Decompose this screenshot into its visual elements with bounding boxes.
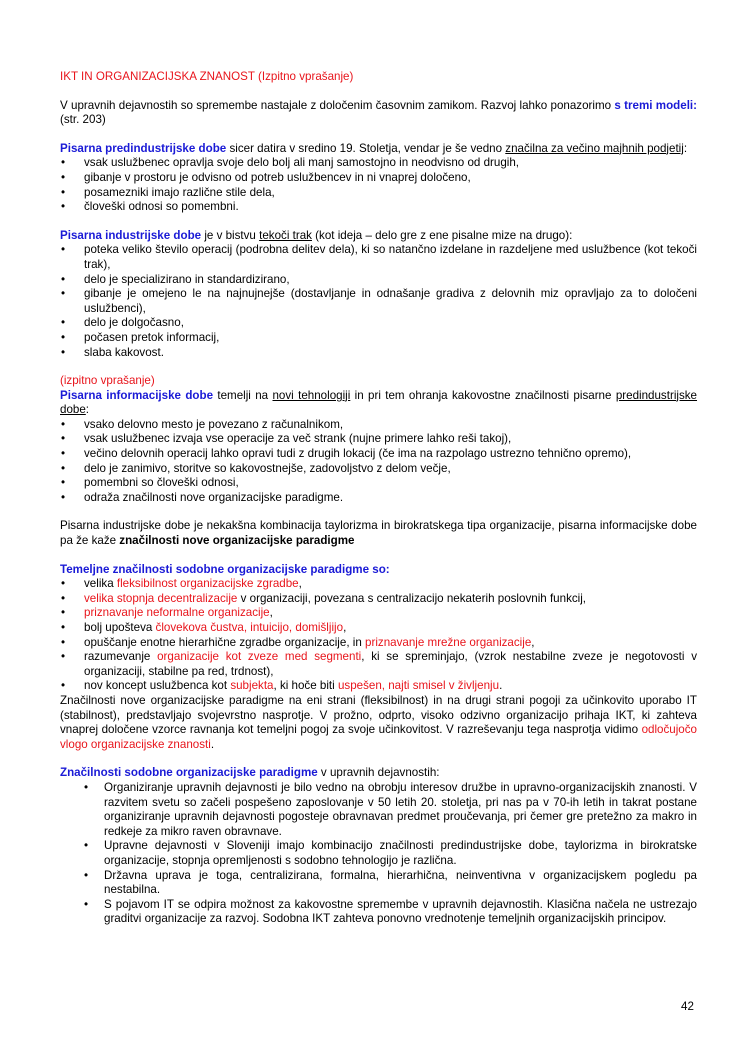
ind-lead	[60, 229, 697, 244]
info-text-2: in pri tem ohranja kakovostne značilnosti pisarne	[350, 388, 616, 402]
list-item: • gibanje v prostoru je odvisno od potreb uslužbencev in ni vnaprej določeno,	[60, 171, 697, 186]
document-title: IKT IN ORGANIZACIJSKA ZNANOST (Izpitno vprašanje)	[60, 70, 354, 83]
list-item: • Državna uprava je toga, centralizirana, formalna, hierarhična, neinventivna v organizacijskem pogledu pa nestabilna.	[60, 869, 697, 898]
item-text: .	[499, 679, 503, 693]
item-text: ,	[531, 635, 535, 649]
item-text: bolj upošteva	[84, 621, 156, 634]
info-underline-1: novi tehnologiji	[272, 388, 351, 402]
list-item: • S pojavom IT se odpira možnost za kakovostne spremembe v upravnih dejavnostih. Klasična načela ne ustrezajo graditvi organizacije za razvoj. Sodobna IKT zahteva ponovno vrednotenje temeljnih organizacijskih principov.	[60, 898, 697, 927]
section-sodobne	[60, 766, 697, 927]
highlight-text: uspešen, najti smisel v življenju	[337, 679, 500, 693]
list-item: • vsako delovno mesto je povezano z računalnikom,	[60, 418, 697, 433]
section-temeljne	[60, 563, 697, 753]
item-text: , ki hoče biti	[273, 679, 338, 693]
pred-lead	[60, 142, 697, 157]
list-item: • vsak uslužbenec opravlja svoje delo bolj ali manj samostojno in neodvisno od drugih,	[60, 156, 697, 171]
sodobne-lead	[60, 766, 697, 781]
info-lead	[60, 389, 697, 418]
info-heading: Pisarna informacijske dobe	[60, 388, 214, 402]
highlight-text: fleksibilnost organizacijske zgradbe	[116, 577, 299, 591]
ind-after: (kot ideja – delo gre z ene pisalne mize na drugo):	[311, 228, 573, 242]
sodobne-after: v upravnih dejavnostih:	[317, 766, 440, 780]
highlight-text: subjekta	[230, 679, 274, 693]
temelj-para-red: odločujočo vlogo organizacijske znanosti	[60, 723, 697, 751]
list-item: • delo je zanimivo, storitve so kakovostnejše, zadovoljstvo z delom večje,	[60, 462, 697, 477]
pred-underline: značilna za večino majhnih podjetij	[505, 141, 684, 155]
intro-paragraph	[60, 99, 697, 128]
list-item: • Upravne dejavnosti v Sloveniji imajo kombinacijo značilnosti predindustrijske dobe, taylorizma in birokratske organizacije, stopnja opremljenosti s sodobno tehnologijo je različna.	[60, 839, 697, 868]
highlight-text: priznavanje neformalne organizacije	[84, 606, 270, 620]
temelj-para-end: .	[210, 737, 215, 751]
pred-colon: :	[683, 141, 688, 155]
temelj-paragraph	[60, 694, 697, 752]
pred-text: sicer datira v sredino 19. Stoletja, vendar je še vedno	[226, 141, 506, 155]
list-item	[60, 650, 697, 679]
ind-list	[60, 243, 697, 360]
list-item: • vsak uslužbenec izvaja vse operacije za več strank (nujne primere lahko reši takoj),	[60, 432, 697, 447]
exam-note: (izpitno vprašanje)	[60, 374, 155, 388]
list-item: • poteka veliko število operacij (podrobna delitev dela), ki so natančno izdelane in razdeljene med uslužbence (kot tekoči trak),	[60, 243, 697, 272]
info-colon: :	[85, 403, 90, 417]
page-number: 42	[681, 1000, 694, 1013]
info-underline-2: predindustrijske dobe	[60, 388, 698, 417]
ind-heading: Pisarna industrijske dobe	[60, 228, 202, 242]
section-informacijska	[60, 374, 697, 505]
item-text: nov koncept uslužbenca kot	[84, 679, 231, 693]
item-text: ,	[343, 621, 347, 634]
list-item: • delo je specializirano in standardizirano,	[60, 273, 697, 288]
list-item: • Organiziranje upravnih dejavnosti je bilo vedno na obrobju interesov družbe in upravno-organizacijskih znanosti. V razvitem svetu so začeli pospešeno zaposlovanje v 50 letih 20. stoletja, pri nas pa v 70-ih letih in takrat postane organiziranje upravnih dejavnosti pogosteje obravnavan predmet proučevanja, pri čemer gre pretežno za makro in redkeje za mikro raven obravnave.	[60, 781, 697, 839]
list-item: • slaba kakovost.	[60, 346, 697, 361]
info-list	[60, 418, 697, 506]
highlight-text: organizacije kot zveze med segmenti	[157, 650, 362, 664]
document-page	[60, 70, 697, 927]
item-text: velika	[84, 577, 117, 591]
section-predindustrijska	[60, 142, 697, 215]
pred-list	[60, 156, 697, 214]
sodobne-heading: Značilnosti sodobne organizacijske paradigme	[60, 766, 318, 780]
list-item	[60, 621, 697, 636]
comb-bold: značilnosti nove organizacijske paradigme	[119, 534, 355, 548]
list-item: • človeški odnosi so pomembni.	[60, 200, 697, 215]
list-item: • pomembni so človeški odnosi,	[60, 476, 697, 491]
item-text: , ki se spreminjajo, (vzrok nestabilne zveze je negotovosti v organizaciji, stabilne pa red, trdnost),	[84, 650, 697, 678]
comb-text: Pisarna industrijske dobe je nekakšna kombinacija taylorizma in birokratskega tipa organizacije, pisarna informacijske dobe pa že kaže	[60, 519, 697, 548]
highlight-text: priznavanje mrežne organizacije	[365, 635, 532, 649]
intro-ref: (str. 203)	[60, 113, 106, 127]
temelj-list	[60, 577, 697, 694]
ind-text: je v bistvu	[201, 228, 260, 242]
list-item: • gibanje je omejeno le na najnujnejše (dostavljanje in odnašanje gradiva z delovnih miz opravljajo za to določeni uslužbenci),	[60, 287, 697, 316]
list-item: • posamezniki imajo različne stile dela,	[60, 186, 697, 201]
info-text-1: temelji na	[213, 388, 273, 402]
item-text: razumevanje	[84, 650, 158, 664]
intro-bold: s tremi modeli:	[614, 98, 697, 112]
item-text: ,	[298, 577, 302, 591]
list-item: • večino delovnih operacij lahko opravi tudi z drugih lokacij (če ima na razpolago ustrezno tehnično opremo),	[60, 447, 697, 462]
list-item: • delo je dolgočasno,	[60, 316, 697, 331]
item-text: opuščanje enotne hierarhične zgradbe organizacije, in	[84, 635, 366, 649]
temelj-heading: Temeljne značilnosti sodobne organizacijske paradigme so:	[60, 562, 390, 576]
intro-text: V upravnih dejavnostih so spremembe nastajale z določenim časovnim zamikom. Razvoj lahko ponazorimo	[60, 98, 612, 112]
combination-paragraph	[60, 519, 697, 548]
ind-underline: tekoči trak	[259, 228, 312, 242]
temelj-para-text: Značilnosti nove organizacijske paradigme na eni strani (fleksibilnost) in na drugi strani pogoji za učinkovito uporabo IT (stabilnost), predstavljajo svojevrstno nasprotje. V prožno, odprto, visoko odzivno organizacijo prihaja IKT, ki zahteva vnaprej določene vzorce ravnanja kot temeljni pogoj za svoje učinkovitost. V razreševanju tega nasprotja vidimo	[60, 693, 697, 737]
highlight-text: velika stopnja decentralizacije	[84, 591, 238, 605]
item-text: v organizaciji, povezana s centralizacijo nekaterih poslovnih funkcij,	[237, 591, 587, 605]
sodobne-list	[60, 781, 697, 927]
list-item	[60, 636, 697, 651]
list-item: • počasen pretok informacij,	[60, 331, 697, 346]
item-text: ,	[269, 606, 273, 620]
section-industrijska	[60, 229, 697, 360]
list-item: • odraža značilnosti nove organizacijske paradigme.	[60, 491, 697, 506]
pred-heading: Pisarna predindustrijske dobe	[60, 141, 227, 155]
list-item	[60, 679, 697, 694]
list-item	[60, 577, 697, 592]
list-item	[60, 606, 697, 621]
list-item	[60, 592, 697, 607]
highlight-text: človekova čustva, intuicijo, domišljijo	[155, 621, 344, 634]
